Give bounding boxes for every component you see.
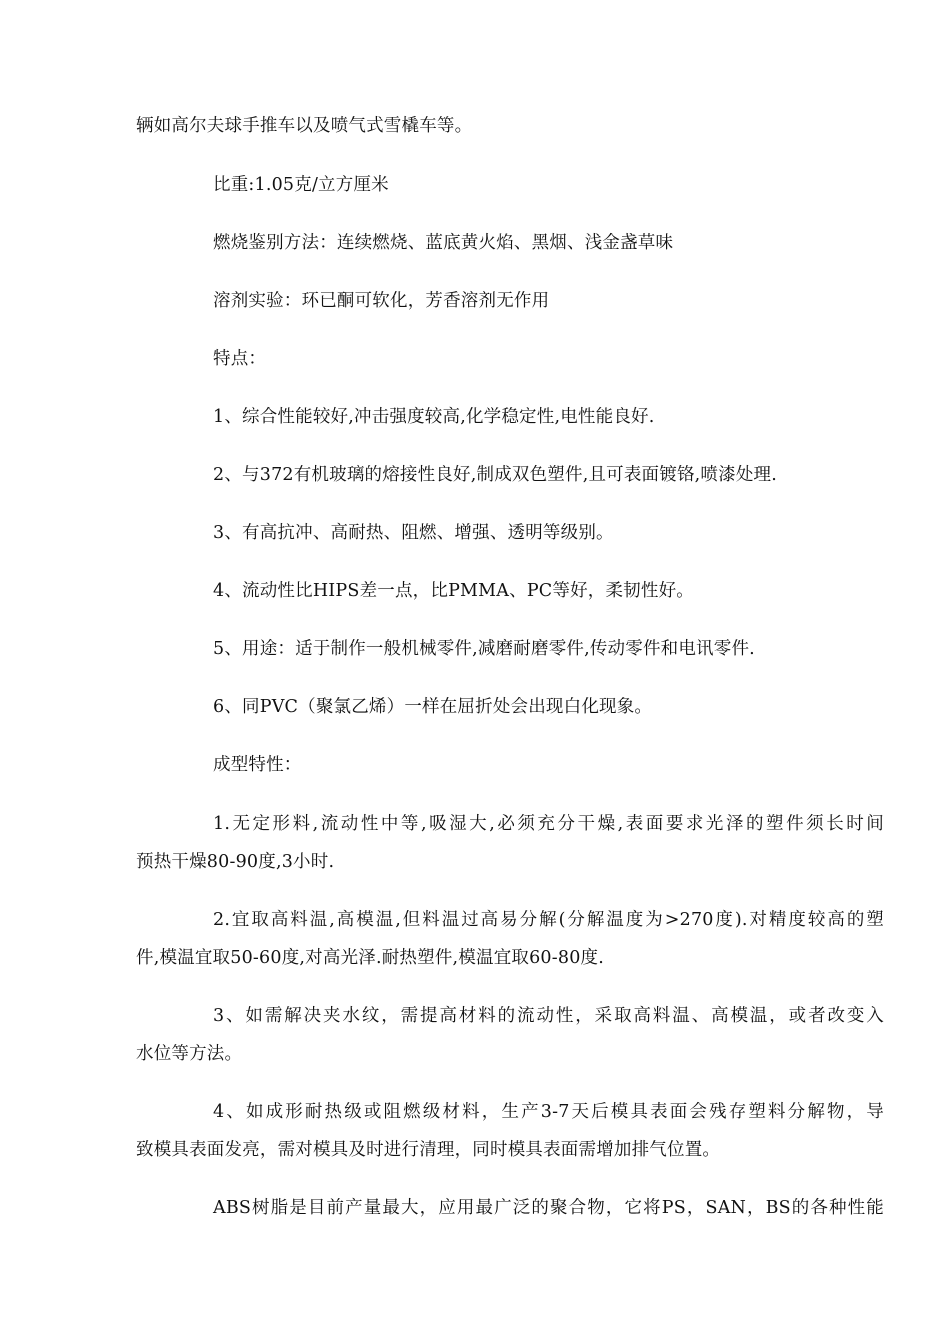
solvent-test: 溶剂实验：环已酮可软化，芳香溶剂无作用 — [213, 291, 550, 311]
feature-item: 1、综合性能较好,冲击强度较高,化学稳定性,电性能良好. — [213, 407, 655, 427]
abs-intro: ABS树脂是目前产量最大，应用最广泛的聚合物，它将PS，SAN，BS的各种性能 — [213, 1198, 884, 1218]
feature-item: 2、与372有机玻璃的熔接性良好,制成双色塑件,且可表面镀铬,喷漆处理. — [213, 465, 777, 485]
molding-item-line: 1.无定形料,流动性中等,吸湿大,必须充分干燥,表面要求光泽的塑件须长时间 — [213, 814, 884, 834]
molding-heading: 成型特性： — [213, 755, 302, 775]
features-heading: 特点： — [213, 349, 267, 369]
molding-item-line: 3、如需解决夹水纹，需提高材料的流动性，采取高料温、高模温，或者改变入 — [213, 1006, 884, 1026]
molding-item-line: 预热干燥80-90度,3小时. — [136, 852, 335, 872]
feature-item: 6、同PVC（聚氯乙烯）一样在屈折处会出现白化现象。 — [213, 697, 653, 717]
molding-item-line: 水位等方法。 — [136, 1044, 243, 1064]
molding-item-line: 件,模温宜取50-60度,对高光泽.耐热塑件,模温宜取60-80度. — [136, 948, 605, 968]
molding-item-line: 致模具表面发亮，需对模具及时进行清理，同时模具表面需增加排气位置。 — [136, 1140, 721, 1160]
burn-test: 燃烧鉴别方法：连续燃烧、蓝底黄火焰、黑烟、浅金盏草味 — [213, 233, 674, 253]
feature-item: 4、流动性比HIPS差一点，比PMMA、PC等好，柔韧性好。 — [213, 581, 694, 601]
feature-item: 3、有高抗冲、高耐热、阻燃、增强、透明等级别。 — [213, 523, 614, 543]
molding-item-line: 2.宜取高料温,高模温,但料温过高易分解(分解温度为>270度).对精度较高的塑 — [213, 910, 884, 930]
feature-item: 5、用途：适于制作一般机械零件,减磨耐磨零件,传动零件和电讯零件. — [213, 639, 755, 659]
paragraph-continuation: 辆如高尔夫球手推车以及喷气式雪橇车等。 — [136, 116, 473, 136]
specific-gravity: 比重:1.05克/立方厘米 — [213, 175, 389, 195]
molding-item-line: 4、如成形耐热级或阻燃级材料，生产3-7天后模具表面会残存塑料分解物，导 — [213, 1102, 884, 1122]
